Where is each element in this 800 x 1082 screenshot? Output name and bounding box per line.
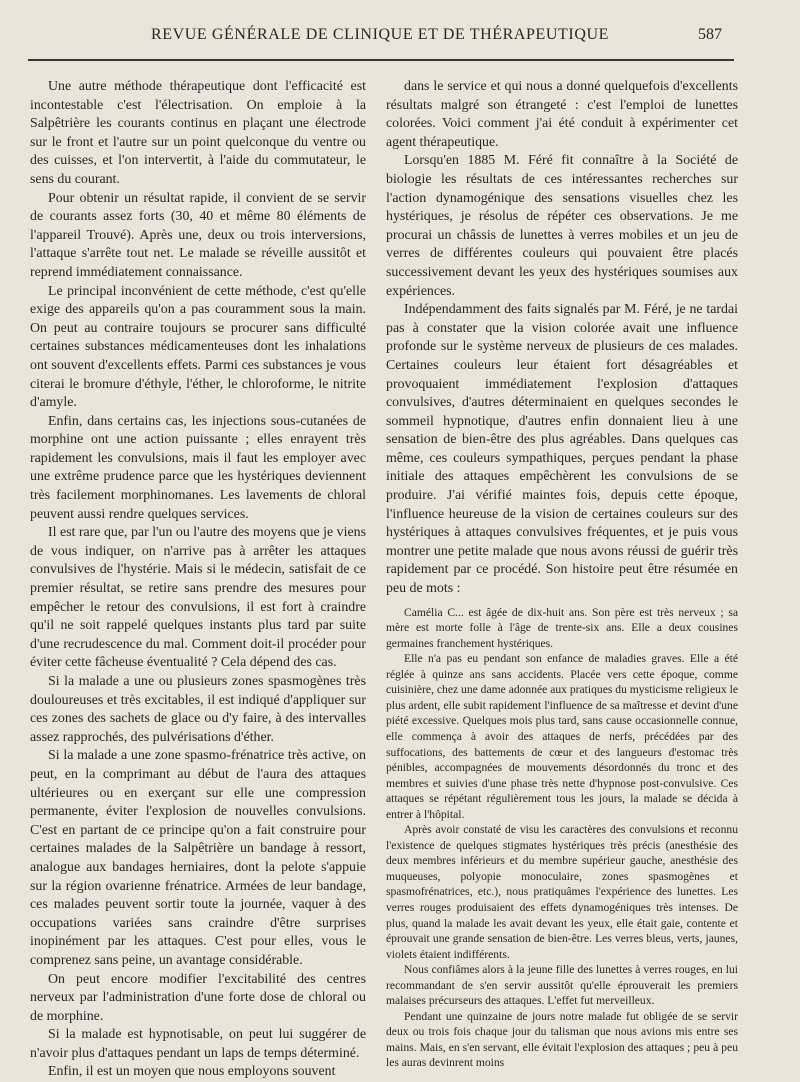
case-report-paragraph: Nous confiâmes alors à la jeune fille des lunettes à verres rouges, en lui recommandant de s'en servir aussitôt qu'elle éprouverait les premiers malaises précurseurs des attaques. L'effet fut merveilleux. (386, 963, 738, 1008)
case-report-paragraph: Elle n'a pas eu pendant son enfance de maladies graves. Elle a été réglée à quinze ans sans accidents. Placée vers cette époque, comme cuisinière, chez une dame adonnée aux pratiques du mysticisme religieux le plus ardent, elle subit rapidement l'influence de sa maîtresse et devint d'une piété excessive. Quelques mois plus tard, sans cause occasionnelle connue, elle commença à avoir des attaques de nerfs, précédées par des suffocations, des battements de cœur et des langueurs d'estomac très pénibles, accompagnées de mouvements désordonnés du tronc et des membres et suivies d'une phase très nette d'hypnose post-convulsive. Ces attaques se répétant régulièrement tous les jours, la malade se décida à entrer à l'hôpital. (386, 652, 738, 821)
paragraph: Indépendamment des faits signalés par M. Féré, je ne tardai pas à constater que la vision colorée avait une influence profonde sur le système nerveux de plusieurs de ces malades. Certaines couleurs leur étaient fort désagréables et provoquaient immédiatement l'explosion d'attaques convulsives, d'autres déterminaient en quelques secondes le sommeil hypnotique, d'autres enfin donnaient lieu à une sensation de bien-être des plus agréables. Dans quelques cas même, ces couleurs sympathiques, perçues pendant la phase initiale des attaques empêchèrent les convulsions de se produire. J'ai vérifié maintes fois, depuis cette époque, l'influence heureuse de la vision de certaines couleurs sur des hystériques à attaques convulsives fréquentes, et je puis vous montrer une petite malade que nous avons réussi de guérir très rapidement par ce procédé. Son histoire peut être résumée en peu de mots : (386, 302, 738, 597)
case-report-paragraph: Après avoir constaté de visu les caractères des convulsions et reconnu l'existence de quelques stigmates hystériques très précis (anesthésie des deux membres inférieurs et du membre supérieur gauche, anesthésie des muqueuses, polyopie monoculaire, zones spasmogènes et spasmofrénatrices, etc.), nous pratiquâmes l'expérience des lunettes. Les verres rouges produisaient des effets dynamogéniques très intenses. De plus, quand la malade les avait devant les yeux, elle était gaie, contente et éprouvait une grande sensation de bien-être. Les verres bleus, verts, jaunes, violets étaient indifférents. (386, 823, 738, 961)
right-column (386, 78, 738, 1071)
paragraph: On peut encore modifier l'excitabilité des centres nerveux par l'administration d'une forte dose de chloral ou de morphine. (30, 971, 366, 1024)
running-title: REVUE GÉNÉRALE DE CLINIQUE ET DE THÉRAPEUTIQUE (150, 26, 610, 43)
header-rule (28, 59, 734, 61)
case-report-paragraph: Camélia C... est âgée de dix-huit ans. Son père est très nerveux ; sa mère est morte folle à l'âge de trente-six ans. Elle a deux cousines germaines franchement hystériques. (386, 605, 738, 650)
paragraph: Enfin, il est un moyen que nous employons souvent (48, 1064, 336, 1080)
paragraph: Lorsqu'en 1885 M. Féré fit connaître à la Société de biologie les résultats de ces intéressantes recherches sur l'action dynamogénique des sensations visuelles chez les hystériques, je résolus de répéter ces observations. Je me procurai un châssis de lunettes à verres mobiles et un jeu de verres de différentes couleurs qui pouvaient être placés successivement devant les yeux des hystériques soumises aux expériences. (386, 153, 738, 299)
paragraph: Enfin, dans certains cas, les injections sous-cutanées de morphine ont une action puissante ; elles enrayent très rapidement les convulsions, mais il faut les employer avec une extrême prudence parce que les hystériques deviennent très facilement morphinomanes. Les lavements de chloral peuvent aussi rendre quelques services. (30, 413, 366, 522)
paragraph: Pour obtenir un résultat rapide, il convient de se servir de courants assez forts (30, 40 et même 80 éléments de l'appareil Trouvé). Après une, deux ou trois interversions, l'attaque s'arrête tout net. Le malade se réveille aussitôt et reprend immédiatement connaissance. (30, 190, 366, 280)
page-number: 587 (698, 26, 722, 43)
paragraph: Le principal inconvénient de cette méthode, c'est qu'elle exige des appareils qu'on a pas couramment sous la main. On peut au contraire toujours se procurer sans difficulté certaines substances médicamenteuses dont les inhalations ont souvent d'excellents effets. Parmi ces substances je vous citerai le bromure d'éthyle, l'éther, le chloroforme, le nitrite d'amyle. (30, 283, 366, 411)
paragraph: Si la malade a une zone spasmo-frénatrice très active, on peut, en la comprimant au début de l'aura des attaques ultérieures ou en exerçant sur elle une compression permanente, éviter l'explosion de nouvelles convulsions. C'est en partant de ce principe qu'on a fait construire pour certaines malades de la Salpêtrière un bandage à ressort, analogue aux bandages herniaires, dont la pelote s'appuie sur la région ovarienne frénatrice. Armées de leur bandage, ces malades peuvent sortir toute la journée, vaquer à des occupations variées sans craindre d'être surprises inopinément par les attaques. C'est pour elles, vous le comprenez sans peine, un avantage considérable. (30, 748, 366, 968)
paragraph: Une autre méthode thérapeutique dont l'efficacité est incontestable c'est l'électrisation. On emploie à la Salpêtrière les courants continus en plaçant une électrode sur le front et l'autre sur un point quelconque du ventre ou des cuisses, et l'on intervertit, à l'aide du commutateur, le sens du courant. (30, 79, 366, 187)
paragraph: dans le service et qui nous a donné quelquefois d'excellents résultats malgré son étrangeté : c'est l'emploi de lunettes colorées. Voici comment j'ai été conduit à expérimenter cet agent thérapeutique. (386, 79, 738, 150)
paragraph: Si la malade a une ou plusieurs zones spasmogènes très douloureuses et très excitables, il est indiqué d'appliquer sur ces zones des sachets de glace ou d'y faire, à des intervalles assez rapprochés, des pulvérisations d'éther. (30, 674, 366, 745)
case-report-paragraph: Pendant une quinzaine de jours notre malade fut obligée de se servir deux ou trois fois chaque jour du talisman que nous avions mis entre ses mains. Mais, en s'en servant, elle évitait l'explosion des attaques ; peu à peu les auras devinrent moins (386, 1009, 738, 1070)
paragraph: Si la malade est hypnotisable, on peut lui suggérer de n'avoir plus d'attaques pendant un laps de temps déterminé. (30, 1027, 366, 1061)
left-column (30, 78, 366, 1082)
paragraph: Il est rare que, par l'un ou l'autre des moyens que je viens de vous indiquer, on n'arrive pas à arrêter les attaques convulsives de l'hystérie. Mais si le médecin, satisfait de ce premier résultat, se retire sans prendre des mesures pour empêcher le retour des convulsions, il est fort à craindre qu'il ne soit rappelé quelques instants plus tard par suite d'une recrudescence du mal. Comment doit-il procéder pour éviter cette fâcheuse éventualité ? Cela dépend des cas. (30, 525, 366, 671)
